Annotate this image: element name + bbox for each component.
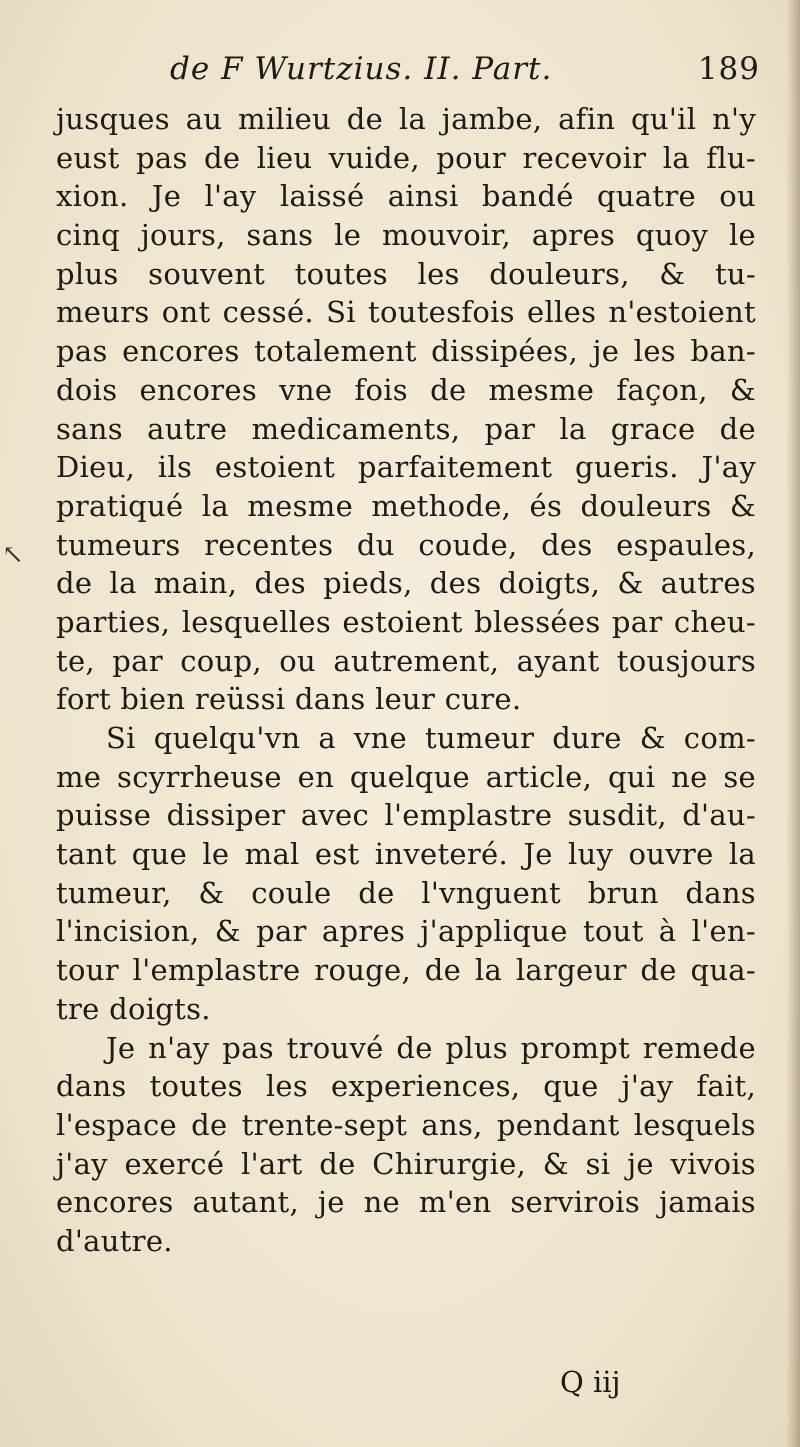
text-line: dans toutes les experiences, que j'ay fait,: [56, 1069, 756, 1104]
body-text: [56, 100, 756, 1261]
page-number: 189: [697, 51, 760, 87]
text-line: de la main, des pieds, des doigts, & autres: [56, 566, 756, 601]
text-line: sans autre medicaments, par la grace de: [56, 411, 756, 446]
paragraph-last-line: d'autre.: [56, 1223, 173, 1258]
text-line: tour l'emplastre rouge, de la largeur de qua-: [56, 953, 756, 988]
text-line: tant que le mal est inveteré. Je luy ouvre la: [56, 837, 756, 872]
paragraph-last-line: tre doigts.: [56, 991, 211, 1026]
text-line: l'incision, & par apres j'applique tout à l'en-: [56, 914, 756, 949]
page-header: [150, 45, 780, 95]
paragraph-last-line: fort bien reüssi dans leur cure.: [56, 682, 522, 717]
text-line: j'ay exercé l'art de Chirurgie, & si je vivois: [56, 1146, 756, 1181]
text-line: plus souvent toutes les douleurs, & tu-: [56, 256, 756, 291]
paragraph-first-line: Je n'ay pas trouvé de plus prompt remede: [106, 1030, 756, 1065]
text-line: parties, lesquelles estoient blessées par cheu-: [56, 604, 756, 639]
text-line: encores autant, je ne m'en servirois jamais: [56, 1185, 756, 1220]
margin-pointer-icon: ↖: [2, 540, 24, 570]
text-line: tumeurs recentes du coude, des espaules,: [56, 527, 756, 562]
signature-mark: Q iij: [560, 1365, 621, 1399]
text-line: dois encores vne fois de mesme façon, &: [56, 372, 756, 407]
text-line: puisse dissiper avec l'emplastre susdit, d'au-: [56, 798, 756, 833]
text-line: te, par coup, ou autrement, ayant tousjours: [56, 643, 756, 678]
text-line: eust pas de lieu vuide, pour recevoir la flu-: [56, 140, 756, 175]
text-line: me scyrrheuse en quelque article, qui ne se: [56, 759, 756, 794]
page-edge-shadow: [786, 0, 800, 1447]
text-line: pas encores totalement dissipées, je les ban-: [56, 334, 756, 369]
paragraph-first-line: Si quelqu'vn a vne tumeur dure & com-: [106, 721, 756, 755]
text-line: jusques au milieu de la jambe, afin qu'il n'y: [56, 102, 756, 136]
text-line: tumeur, & coule de l'vnguent brun dans: [56, 875, 756, 910]
running-title: de F Wurtzius. II. Part.: [170, 51, 553, 87]
text-line: meurs ont cessé. Si toutesfois elles n'estoient: [56, 295, 756, 330]
text-line: pratiqué la mesme methode, és douleurs &: [56, 488, 756, 523]
text-line: cinq jours, sans le mouvoir, apres quoy le: [56, 218, 756, 253]
text-line: xion. Je l'ay laissé ainsi bandé quatre ou: [56, 179, 756, 214]
text-line: l'espace de trente-sept ans, pendant lesquels: [56, 1107, 756, 1142]
text-line: Dieu, ils estoient parfaitement gueris. J'ay: [56, 450, 756, 485]
